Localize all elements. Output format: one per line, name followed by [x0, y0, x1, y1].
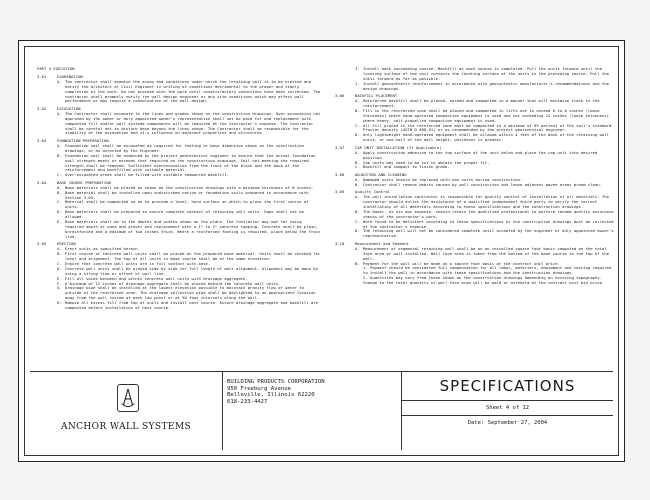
spec-section — [335, 173, 617, 188]
company-name: BUILDING PRODUCTS CORPORATION — [227, 379, 325, 385]
section-number: 3.08 — [335, 171, 345, 177]
item-text: All fill placed in the reinforced zone must be compacted to a minimum of 95 percent of the soil's standard Proctor density (ASTM D 698-91) or as recommended by the project geotechnical engineer. — [363, 122, 612, 133]
logo-text: ANCHOR WALL SYSTEMS — [60, 422, 192, 432]
part-title: PART 3 EXECUTION — [37, 66, 75, 71]
item-text: Measurement of segmental retaining wall shall be on an installed square foot basis computed on the total face area of wall installed. Wall face area is taken from the bottom of the base course to the top of the wall. — [363, 245, 609, 261]
item-letter: A. — [355, 176, 360, 182]
item-letter: B. — [355, 260, 360, 266]
item-letter: D. — [355, 228, 360, 234]
item-letter — [355, 266, 363, 276]
item-text: Backfill and compact to finish grade. — [363, 164, 450, 170]
item-letter — [355, 276, 363, 286]
item-text: The Owner, at his own expense, should retain the qualified professional to perform random quality assurance checks of the contractor's work. — [363, 208, 614, 219]
item-letter: H. — [57, 300, 62, 306]
item-text: First course of concrete wall units shall be placed on the prepared base material. Units shall be checked for level and alignment. The top of all units in base course shall be at the same elevation. — [65, 251, 321, 261]
item-text: Payment for the wall will be made on a square foot basis at the contract unit price. — [363, 260, 560, 266]
item-letter: A. — [57, 184, 62, 190]
item-text: Foundation soil shall be examined by the project geotechnical engineer to ensure that the actual foundation soil strength meets or exceeds that required on the construction drawings. Soil not meeting the required strength shall be removed. Sufficient overexcavation from the front of the block and the back of the reinforcement and backfilled with suitable material. — [65, 152, 316, 173]
sheet-date: Date: September 27, 2004 — [467, 420, 548, 426]
left-column — [37, 67, 322, 314]
section-item — [57, 154, 322, 174]
section-item — [355, 165, 617, 170]
spec-section — [37, 75, 322, 104]
company-info — [222, 372, 402, 450]
item-text: The wall installation contractor is responsible for quality control of installation of all materials. The contractor should enlist the assistance of a qualified independent third party to verify the correct installation of all materials according to these specifications and the construction drawings. — [363, 194, 609, 209]
item-text: Only lightweight hand-operated equipment shall be allowed within 4 feet of the back of the retaining wall units, or one-half of the wall height, whichever is greater. — [363, 132, 609, 143]
item-text: Install geosynthetic reinforcement in accordance with geosynthetic manufacturer's recommendations and the design drawings. — [363, 80, 609, 91]
item-text: Contractor shall remove debris caused by wall construction and leave adjacent paved areas broom clean. — [363, 181, 602, 187]
section-item — [355, 67, 617, 82]
spec-sheet — [18, 40, 625, 462]
item-text: The Contractor shall excavate to the lines and grades shown on the construction drawings. Over-excavation not approved by the owner or duly appointed owner's representative shall not be paid for and replacement with compacted fill and/or wall systems components will be required at the Contractor's expense. The Contractor shall be careful not to disturb base beyond the lines shown. The Contractor shall be responsible for the stability of the excavation and it's influence on adjacent properties and structures. — [65, 110, 321, 136]
section-title: EXCAVATION — [57, 105, 81, 111]
item-text: Foundation soil shall be excavated as required for footing or base dimension shown on the construction drawings, or as directed by the Engineer. — [65, 142, 304, 153]
spec-section — [335, 94, 617, 143]
item-text: Material shall be compacted so as to provide a level, hard surface on which to place the first course of units. — [65, 199, 309, 210]
item-letter: A. — [57, 142, 62, 148]
spec-section — [335, 146, 617, 171]
item-text: Base materials shall be placed as shown on the construction drawings with a minimum thickness of 6 inches. — [65, 184, 314, 190]
item-letter: A. — [57, 246, 62, 252]
section-title: Quality Control — [355, 189, 391, 195]
section-number: 3.06 — [335, 93, 345, 99]
item-letter: B. — [57, 251, 62, 257]
spec-section — [335, 190, 617, 239]
item-text: A minimum of 12 inches of drainage aggregate shall be placed behind the concrete wall units. — [65, 280, 281, 286]
item-text: Base materials shall be prepared to ensure complete contact of retaining wall units. Gaps shall not be allowed. — [65, 209, 304, 220]
item-letter: E. — [57, 219, 62, 225]
company-street: 950 Freeburg Avenue — [227, 385, 291, 392]
item-letter: A. — [355, 149, 360, 155]
item-letter: D. — [355, 132, 360, 138]
section-item — [57, 220, 322, 240]
item-text: Fill all voids between and within concrete wall units with drainage aggregate. — [65, 275, 248, 281]
item-text: Base material shall be installed upon undisturbed native or foundation soils prepared in accordance with Section 3.03. — [65, 189, 309, 200]
sheet-border — [24, 46, 619, 456]
item-letter: I. — [355, 66, 360, 71]
item-letter: B. — [355, 208, 360, 214]
item-letter: C. — [57, 172, 62, 178]
item-text: The contractor shall examine the areas and conditions under which the retaining wall is to be erected and notify the Architect or Civil Engineer in writing of conditions detrimental to the proper and timely completion of the work. Do not proceed with the work until unsatisfactory conditions have been corrected. The contractor shall promptly notify the wall design engineer or any site conditions which may affect wall performance or may require a reevaluation of the wall design. — [65, 78, 321, 104]
section-item — [57, 80, 322, 105]
section-title: ADJUSTING AND CLEANING — [355, 171, 407, 177]
section-title: FOUNDATION PREPARATION — [57, 137, 109, 143]
item-text: Cap units may need to be cut to obtain the proper fit. — [363, 159, 490, 165]
section-number: 3.09 — [335, 189, 345, 195]
item-text: Concrete wall units shall be placed side by side for full length of wall alignment. Alignment may be done by using a string line or offset of wall line. — [65, 265, 318, 276]
item-text: Erect units as specified herein. — [65, 246, 140, 252]
section-title: BASE COURSE PREPARATION — [57, 179, 111, 185]
spec-section — [37, 181, 322, 240]
section-item — [355, 133, 617, 143]
item-text: Work found to be deficient according to these specifications or the construction drawings must be corrected at the contractor's expense. — [363, 218, 614, 229]
item-letter: A. — [355, 245, 360, 251]
item-text: Over-excavated areas shall be filled with suitable compacted backfill. — [65, 172, 229, 178]
spec-section — [37, 107, 322, 136]
item-letter: E. — [57, 275, 62, 281]
item-letter: C. — [57, 260, 62, 266]
section-item — [355, 229, 617, 239]
section-item — [57, 173, 322, 178]
section-item — [355, 82, 617, 92]
item-letter: D. — [57, 265, 62, 271]
section-title: BACKFILL PLACEMENT — [355, 93, 398, 99]
section-item — [355, 276, 617, 286]
spec-panel — [402, 372, 613, 450]
item-text: Damaged units should be replaced with new units during construction. — [363, 176, 523, 182]
item-text: Install each succeeding course. Backfill as each course is completed. Pull the units forward until the locating surface of the unit contacts the locating surface of the units in the preceding course. Pull the units forward as far as possible. — [363, 66, 609, 81]
item-letter: C. — [355, 218, 360, 224]
title-block — [30, 371, 613, 450]
item-letter: A. — [355, 98, 360, 104]
item-letter: B. — [355, 159, 360, 165]
section-item — [355, 109, 617, 124]
spec-title: SPECIFICATIONS — [402, 372, 613, 401]
logo-panel — [30, 372, 223, 450]
spec-section — [335, 67, 617, 92]
section-number: 3.05 — [37, 241, 47, 247]
section-number: 3.01 — [37, 73, 47, 79]
item-letter: F. — [57, 280, 62, 286]
item-letter: C. — [57, 199, 62, 205]
item-text: Remove all excess fill from top of units and install next course. Ensure drainage aggregate and backfill are compacted before installation of next course. — [65, 300, 318, 311]
item-text: Base materials shall be to the depths and widths shown on the plans. The Contractor may opt for using required depth of sand and gravel and replacement with a 1" to 2" concrete topping. Concrete shall be plain, unreinforced and a maximum of two inches thick. Where a reinforced footing is required, place below the frost line. — [65, 219, 321, 239]
section-number: 3.10 — [335, 240, 345, 246]
item-text: Fill in the reinforced zone shall be placed and compacted in lifts not to exceed 6 to 8 inches (loose thickness) where hand-operated compaction equipment is used and not exceeding 12 inches (loose thickness) where heavy, self-propelled compaction equipment is used. — [363, 107, 609, 123]
item-letter: J. — [355, 80, 360, 86]
item-letter: B. — [355, 107, 360, 113]
left-sections — [37, 75, 322, 311]
section-item — [57, 286, 322, 301]
section-title: Measurement and Payment — [355, 240, 409, 246]
section-number: 3.03 — [37, 137, 47, 143]
item-letter: A. — [57, 78, 62, 84]
spec-section — [335, 242, 617, 286]
item-letter: B. — [57, 189, 62, 195]
item-letter: C. — [355, 122, 360, 128]
item-letter: B. — [57, 152, 62, 158]
spec-section — [37, 139, 322, 178]
item-text: Reinforced backfill shall be placed, spread and compacted in a manner that will minimize slack in the reinforcement. — [363, 98, 600, 108]
item-text: The retaining wall will not be considered complete until accepted by the engineer or duly appointed owner's representative. — [363, 228, 614, 239]
section-title: CAP UNIT INSTALLATION (If Applicable) — [355, 144, 442, 150]
right-column — [335, 67, 617, 289]
item-letter: A. — [355, 194, 360, 200]
section-number: 3.04 — [37, 179, 47, 185]
item-letter: G. — [57, 285, 62, 291]
item-text: Ensure that concrete wall units are in full contact with base. — [65, 260, 211, 266]
item-text: 2. Quantities may vary from those shown on the construction drawings depending on existing topography. Change to the total quantity of wall face area will be paid or withheld at the contract unit bid price. — [363, 275, 605, 286]
spec-section — [37, 242, 322, 311]
item-letter: D. — [57, 209, 62, 215]
section-number: 3.07 — [335, 144, 345, 150]
item-letter: A. — [57, 110, 62, 116]
anchor-logo-icon — [117, 384, 139, 412]
item-letter: B. — [355, 181, 360, 187]
section-number: 3.02 — [37, 105, 47, 111]
section-item — [355, 195, 617, 210]
sheet-number: Sheet 4 of 12 — [402, 401, 613, 416]
section-item — [355, 183, 617, 188]
right-sections — [335, 67, 617, 286]
item-letter: C. — [355, 164, 360, 170]
section-item — [57, 301, 322, 311]
company-phone: 618-233-4427 — [227, 398, 268, 405]
item-text: Drainage pipe shall be installed at the lowest elevation possible to maintain gravity flow of water to outside of the reinforced zone. The drainage collection pipe shall be daylighted to an appropriate location away from the wall system at each low point or at 50 foot intervals along the wall. — [65, 285, 316, 301]
item-text: Apply construction adhesive to the top surface of the unit below and place the cap unit into desired position. — [363, 149, 598, 160]
section-title: ERECTION — [57, 241, 76, 247]
section-title: EXAMINATION — [57, 73, 83, 79]
item-text: 1. Payment should be considered full compensation for all labor, materials, equipment and testing required to install the wall in accordance with these specifications and the construction drawings. — [363, 265, 612, 276]
section-item — [57, 112, 322, 137]
section-item — [355, 247, 617, 262]
company-city: Belleville, Illinois 62220 — [227, 392, 315, 399]
